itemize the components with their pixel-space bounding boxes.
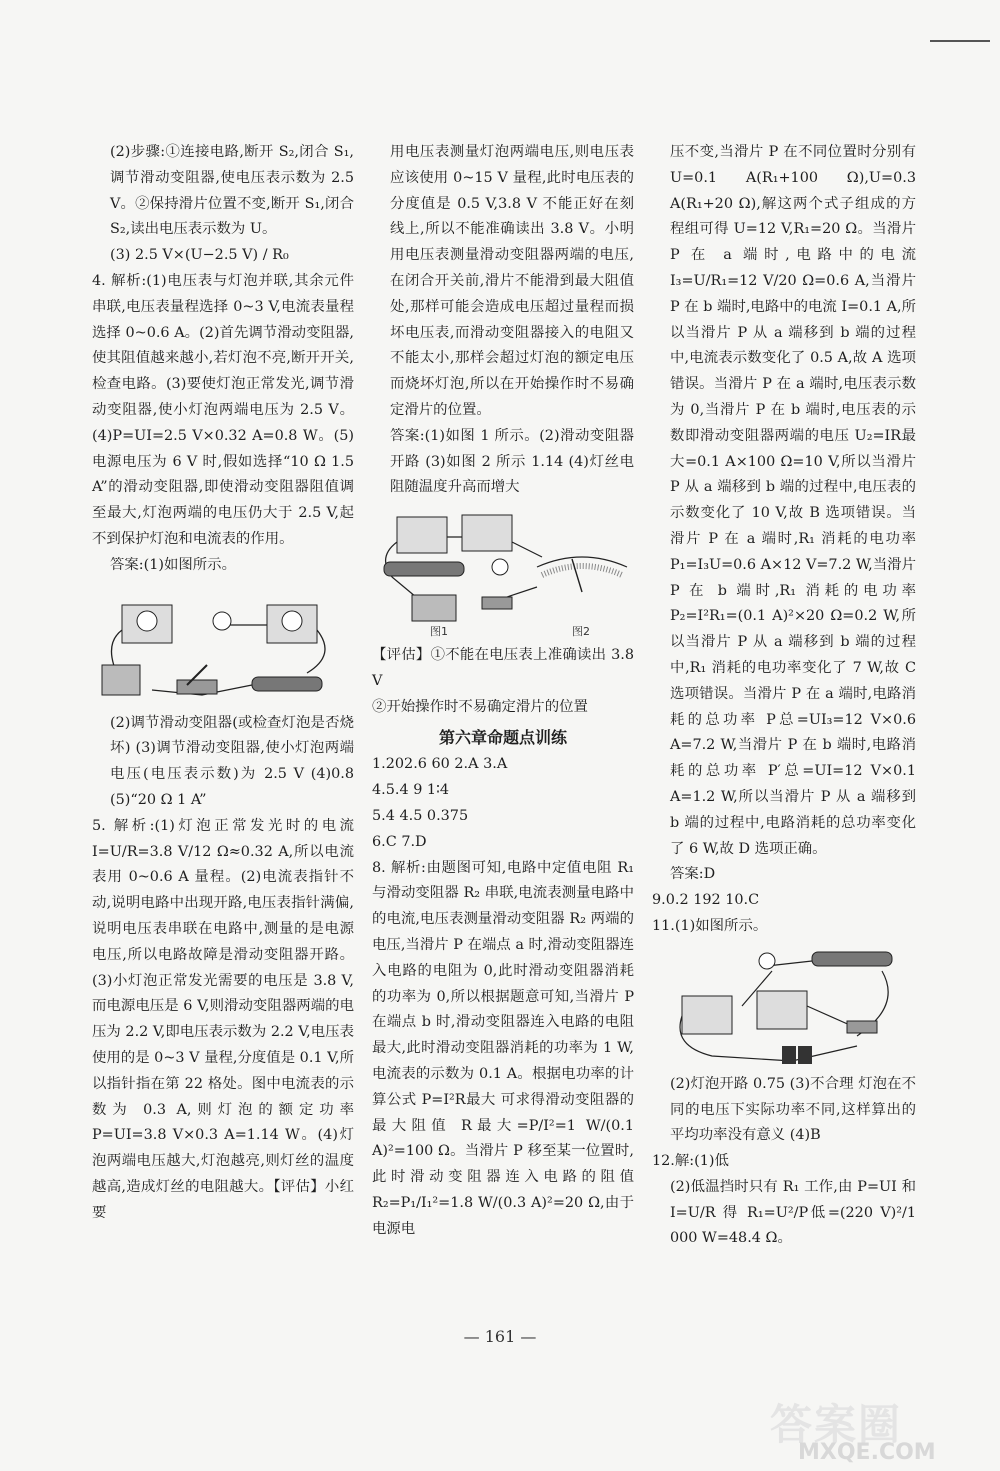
- watermark-logo: [770, 1392, 990, 1464]
- paragraph: (2)低温挡时只有 R₁ 工作,由 P=UI 和 I=U/R 得 R₁=U²/P低=(220 V)²/1 000 W=48.4 Ω。: [670, 1178, 916, 1247]
- header-rule: [930, 40, 990, 42]
- circuit-figure-q5: [372, 507, 634, 637]
- switch-icon: [482, 597, 512, 609]
- paragraph: 用电压表测量灯泡两端电压,则电压表应该使用 0~15 V 量程,此时电压表的分度值是 0.5 V,3.8 V 不能正好在刻线上,所以不能准确读出 3.8 V。小明用电压表测量滑动变阻器两端的电压,在闭合开关前,滑片不能滑到最大阻值处,那样可能会造成电压超过量程而损坏电压表,而滑动变阻器接入的电阻又不能太小,那样会超过灯泡的额定电压而烧坏灯泡,所以在开始操作时不易确定滑片的位置。: [390, 144, 634, 418]
- section-heading: 第六章命题点训练: [438, 727, 567, 747]
- paragraph: 答案:D: [670, 866, 716, 883]
- circuit-diagram: [92, 585, 342, 705]
- paragraph: 4. 解析:(1)电压表与灯泡并联,其余元件串联,电压表量程选择 0~3 V,电流表量程选择 0~0.6 A。(2)首先调节滑动变阻器,使其阻值越来越小,若灯泡不亮,断开开关,检查电路。(3)要使灯泡正常发光,调节滑动变阻器,使小灯泡两端电压为 2.5 V。(4)P=UI=2.5 V×0.32 A=0.8 W。(5)电源电压为 6 V 时,假如选择“10 Ω 1.5 A”的滑动变阻器,即使滑动变阻器阻值调至最大,灯泡两端的电压仍大于 2.5 V,起不到保护灯泡和电流表的作用。: [92, 272, 354, 547]
- paragraph: 答案:(1)如图所示。: [110, 556, 236, 573]
- ammeter-icon: [682, 996, 732, 1034]
- paragraph: (2)灯泡开路 0.75 (3)不合理 灯泡在不同的电压下实际功率不同,这样算出的平均功率没有意义 (4)B: [670, 1075, 916, 1144]
- circuit-diagram: [652, 946, 902, 1066]
- paragraph: 12.解:(1)低: [652, 1153, 729, 1170]
- paragraph: 11.(1)如图所示。: [652, 917, 768, 934]
- voltmeter-scale: [537, 557, 627, 567]
- watermark-site: MXQE.COM: [798, 1440, 936, 1465]
- rheostat-icon: [252, 677, 322, 691]
- paragraph: 8. 解析:由题图可知,电路中定值电阻 R₁ 与滑动变阻器 R₂ 串联,电流表测量电路中的电流,电压表测量滑动变阻器 R₂ 两端的电压,当滑片 P 在端点 a 时,滑动变阻器连入电路的电阻为 0,此时滑动变阻器消耗的功率为 0,所以根据题意可知,当滑片 P 在端点 b 时,滑动变阻器连入电路的电阻最大,此时滑动变阻器消耗的功率为 1 W,电流表的示数为 0.1 A。根据电功率的计算公式 P=I²R最大 可求得滑动变阻器的最大阻值 R最大=P/I²=1 W/(0.1 A)²=100 Ω。当滑片 P 移至某一位置时,此时滑动变阻器连入电路的阻值 R₂=P₁/I₁²=1.8 W/(0.3 A)²=20 Ω,由于电源电: [372, 859, 634, 1237]
- column-right: [652, 140, 916, 1252]
- circuit-figure-q4: [92, 585, 354, 705]
- voltmeter-icon: [462, 515, 512, 551]
- paragraph: 1.202.6 60 2.A 3.A: [372, 756, 508, 773]
- circuit-figure-q11: [652, 946, 916, 1066]
- paragraph: 答案:(1)如图 1 所示。(2)滑动变阻器开路 (3)如图 2 所示 1.14 (4)灯丝电阻随温度升高而增大: [390, 427, 634, 496]
- column-middle: [372, 140, 634, 1242]
- bulb-icon: [492, 559, 508, 575]
- fig-caption-1: 图1: [430, 625, 448, 638]
- paragraph: 【评估】①不能在电压表上准确读出 3.8 V: [372, 647, 634, 689]
- bulb-icon: [759, 953, 775, 969]
- switch-icon: [847, 1021, 877, 1033]
- paragraph: (2)步骤:①连接电路,断开 S₂,闭合 S₁,调节滑动变阻器,使电压表示数为 2.5 V。②保持滑片位置不变,断开 S₁,闭合 S₂,读出电压表示数为 U。: [110, 144, 354, 238]
- rheostat-icon: [812, 952, 892, 966]
- column-left: [92, 140, 354, 1226]
- paragraph: ②开始操作时不易确定滑片的位置: [372, 698, 588, 715]
- bulb-icon: [213, 612, 231, 630]
- battery-icon: [782, 1046, 796, 1064]
- paragraph: 9.0.2 192 10.C: [652, 892, 760, 909]
- fig-caption-2: 图2: [572, 625, 590, 638]
- paragraph: 5. 解析:(1)灯泡正常发光时的电流 I=U/R=3.8 V/12 Ω≈0.32 A,所以电流表用 0~0.6 A 量程。(2)电流表指针不动,说明电路中出现开路,电压表指针满偏,说明电压表串联在电路中,测量的是电源电压,所以电路故障是滑动变阻器开路。(3)小灯泡正常发光需要的电压是 3.8 V,而电源电压是 6 V,则滑动变阻器两端的电压为 2.2 V,即电压表示数为 2.2 V,电压表使用的是 0~3 V 量程,分度值是 0.1 V,所以指针指在第 22 格处。图中电流表的示数为 0.3 A,则灯泡的额定功率 P=UI=3.8 V×0.3 A=1.14 W。(4)灯泡两端电压越大,灯泡越亮,则灯丝的温度越高,造成灯丝的电阻越大。【评估】小红要: [92, 817, 354, 1221]
- battery-icon: [102, 665, 140, 695]
- watermark-text: 答案圈: [770, 1400, 903, 1449]
- paragraph: 5.4 4.5 0.375: [372, 807, 469, 824]
- paragraph: (3) 2.5 V×(U−2.5 V) / R₀: [110, 247, 289, 264]
- voltmeter-icon: [757, 991, 807, 1029]
- page-number: — 161 —: [463, 1327, 537, 1346]
- ammeter-icon: [397, 517, 447, 553]
- battery-icon: [412, 595, 456, 621]
- rheostat-icon: [384, 562, 464, 576]
- paragraph: 4.5.4 9 1∶4: [372, 782, 449, 799]
- paragraph: 压不变,当滑片 P 在不同位置时分别有 U=0.1 A(R₁+100 Ω),U=0.3 A(R₁+20 Ω),解这两个式子组成的方程组可得 U=12 V,R₁=20 Ω。当滑片 P 在 a 端时,电路中的电流 I₃=U/R₁=12 V/20 Ω=0.6 A,当滑片 P 在 b 端时,电路中的电流 I=0.1 A,所以当滑片 P 从 a 端移到 b 端的过程中,电流表示数变化了 0.5 A,故 A 选项错误。当滑片 P 在 a 端时,电压表示数为 0,当滑片 P 在 b 端时,电压表的示数即滑动变阻器两端的电压 U₂=IR最大=0.1 A×100 Ω=10 V,所以当滑片 P 从 a 端移到 b 端的过程中,电压表的示数变化了 10 V,故 B 选项错误。当滑片 P 在 a 端时,R₁ 消耗的电功率 P₁=I₃U=0.6 A×12 V=7.2 W,当滑片 P 在 b 端时,R₁ 消耗的电功率 P₂=I²R₁=(0.1 A)²×20 Ω=0.2 W,所以当滑片 P 从 a 端移到 b 端的过程中,R₁ 消耗的电功率变化了 7 W,故 C 选项错误。当滑片 P 在 a 端时,电路消耗的总功率 P总=UI₃=12 V×0.6 A=7.2 W,当滑片 P 在 b 端时,电路消耗的总功率 P′总=UI=12 V×0.1 A=1.2 W,所以当滑片 P 从 a 端移到 b 端的过程中,电路消耗的总功率变化了 6 W,故 D 选项正确。: [670, 144, 916, 857]
- paragraph: 6.C 7.D: [372, 833, 427, 850]
- paragraph: (2)调节滑动变阻器(或检查灯泡是否烧坏) (3)调节滑动变阻器,使小灯泡两端电压(电压表示数)为 2.5 V (4)0.8 (5)“20 Ω 1 A”: [110, 714, 354, 808]
- switch-icon: [177, 680, 217, 694]
- circuit-diagram-pair: [372, 507, 632, 637]
